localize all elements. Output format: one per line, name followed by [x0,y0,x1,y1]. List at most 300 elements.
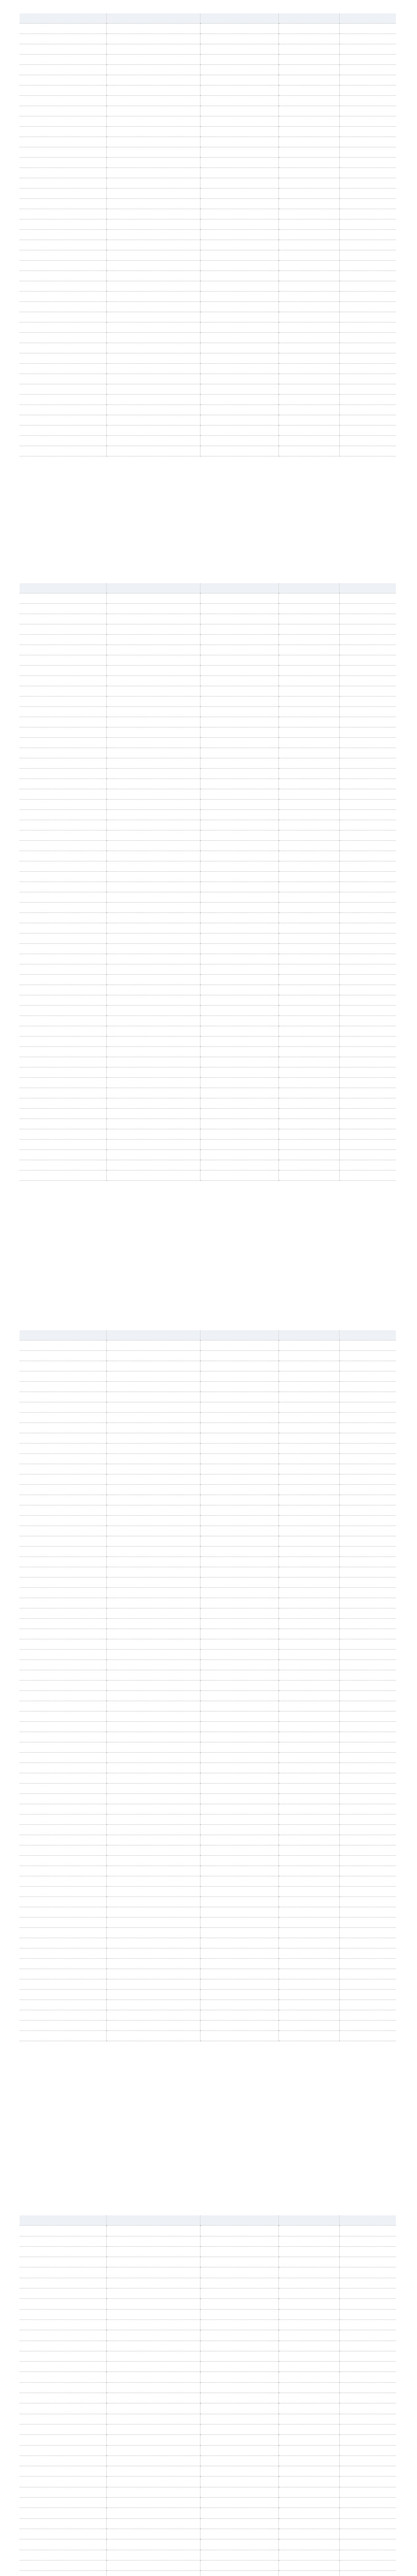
table-row [20,44,396,55]
table-row [20,1619,396,1629]
table-cell-model [20,189,106,199]
table-cell-origin [200,446,278,456]
table-cell-model [20,1918,106,1928]
table-cell-stock [339,614,396,624]
table-cell-model [20,2267,106,2278]
table-row [20,323,396,333]
table-cell-model [20,861,106,872]
table-cell-price [278,1547,339,1557]
table-row [20,1990,396,2000]
table-cell-model [20,1856,106,1866]
table-cell-price [278,758,339,769]
table-cell-price [278,34,339,44]
table-cell-model [20,261,106,271]
table-cell-model [20,645,106,655]
table-row [20,1454,396,1464]
table-cell-maker [106,1660,200,1670]
table-cell-model [20,1330,106,1341]
table-row [20,861,396,872]
table-cell-model [20,230,106,240]
table-cell-maker [106,2539,200,2550]
table-row [20,2498,396,2508]
table-cell-stock [339,1098,396,1109]
table-cell-price [278,1047,339,1057]
table-cell-model [20,738,106,748]
table-cell-stock [339,96,396,106]
table-cell-model [20,426,106,436]
table-cell-stock [339,727,396,738]
table-cell-price [278,436,339,446]
table-cell-origin [200,2351,278,2361]
table-row [20,137,396,147]
table-cell-maker [106,841,200,851]
table-cell-maker [106,96,200,106]
table-cell-origin [200,1016,278,1026]
table-cell-model [20,2508,106,2518]
table-row [20,147,396,158]
table-cell-maker [106,1361,200,1371]
table-cell-maker [106,645,200,655]
table-cell-origin [200,2435,278,2445]
table-cell-origin [200,2571,278,2576]
table-row [20,1845,396,1856]
table-cell-maker [106,415,200,426]
table-cell-price [278,364,339,374]
table-cell-model [20,1876,106,1887]
table-cell-price [278,1794,339,1804]
table-row [20,1444,396,1454]
table-row [20,2435,396,2445]
table-cell-price [278,1567,339,1578]
table-cell-origin [200,44,278,55]
table-cell-origin [200,985,278,995]
table-row [20,2550,396,2560]
table-cell-model [20,168,106,178]
table-cell-stock [339,841,396,851]
table-cell-maker [106,292,200,302]
table-cell-stock [339,415,396,426]
table-cell-price [278,1887,339,1897]
table-cell-price [278,1150,339,1160]
table-cell-origin [200,2372,278,2382]
table-cell-model [20,903,106,913]
table-cell-stock [339,2278,396,2288]
table-cell-model [20,2319,106,2330]
table-cell-maker [106,1433,200,1444]
table-cell-origin [200,769,278,779]
table-cell-stock [339,147,396,158]
table-cell-price [278,44,339,55]
table-row [20,1794,396,1804]
table-row [20,2226,396,2236]
table-cell-maker [106,2236,200,2246]
table-cell-model [20,831,106,841]
table-cell-maker [106,1160,200,1171]
table-cell-maker [106,1815,200,1825]
table-cell-maker [106,2477,200,2487]
table-cell-price [278,1171,339,1181]
table-cell-origin [200,1732,278,1742]
table-cell-stock [339,789,396,800]
table-cell-stock [339,302,396,312]
table-cell-origin [200,1351,278,1361]
table-cell-price [278,964,339,975]
table-cell-price [278,934,339,944]
table-cell-stock [339,1763,396,1773]
table-cell-price [278,2518,339,2529]
table-row [20,1918,396,1928]
table-cell-model [20,2539,106,2550]
table-cell-maker [106,1330,200,1341]
table-row [20,2330,396,2341]
table-cell-maker [106,1150,200,1160]
table-cell-price [278,944,339,954]
table-row [20,717,396,727]
table-cell-maker [106,1464,200,1475]
table-cell-model [20,116,106,127]
table-cell-model [20,2021,106,2031]
table-row [20,1897,396,1907]
table-cell-stock [339,995,396,1006]
table-cell-origin [200,1371,278,1382]
table-cell-model [20,178,106,189]
table-cell-model [20,219,106,230]
table-cell-price [278,261,339,271]
table-cell-price [278,923,339,934]
table-cell-price [278,323,339,333]
table-row [20,2529,396,2539]
table-cell-stock [339,2445,396,2455]
table-cell-maker [106,1588,200,1598]
table-cell-model [20,995,106,1006]
table-cell-model [20,872,106,882]
table-cell-origin [200,240,278,250]
table-cell-price [278,2508,339,2518]
table-cell-origin [200,2477,278,2487]
table-cell-model [20,1897,106,1907]
table-cell-model [20,1742,106,1753]
table-cell-price [278,395,339,405]
table-row [20,312,396,323]
table-cell-stock [339,250,396,261]
table-cell-price [278,1026,339,1037]
table-cell-origin [200,676,278,686]
table-row [20,954,396,964]
table-cell-price [278,635,339,645]
table-cell-maker [106,2226,200,2236]
table-cell-stock [339,2362,396,2372]
table-cell-stock [339,748,396,758]
table-cell-origin [200,1815,278,1825]
table-cell-origin [200,1464,278,1475]
table-cell-stock [339,800,396,810]
table-cell-model [20,666,106,676]
table-cell-origin [200,717,278,727]
table-cell-price [278,2257,339,2267]
table-row [20,1067,396,1078]
table-cell-maker [106,985,200,995]
table-cell-maker [106,178,200,189]
table-row [20,923,396,934]
table-cell-price [278,219,339,230]
table-cell-stock [339,2215,396,2226]
table-cell-stock [339,1526,396,1536]
table-cell-origin [200,1670,278,1681]
table-row [20,271,396,281]
table-row [20,1088,396,1098]
table-cell-model [20,1567,106,1578]
table-cell-stock [339,1516,396,1526]
table-cell-price [278,1608,339,1619]
table-cell-model [20,1098,106,1109]
table-cell-origin [200,250,278,261]
table-cell-model [20,2226,106,2236]
table-cell-maker [106,1732,200,1742]
table-cell-origin [200,1026,278,1037]
table-cell-maker [106,1413,200,1423]
table-cell-origin [200,800,278,810]
table-cell-maker [106,1928,200,1938]
table-cell-model [20,13,106,24]
table-cell-origin [200,2341,278,2351]
table-cell-stock [339,2000,396,2010]
table-cell-origin [200,364,278,374]
table-cell-maker [106,1876,200,1887]
table-row [20,1639,396,1650]
table-row [20,697,396,707]
table-cell-origin [200,1711,278,1722]
table-row [20,1351,396,1361]
table-row [20,1495,396,1505]
table-cell-maker [106,2466,200,2477]
table-cell-origin [200,995,278,1006]
table-cell-origin [200,1475,278,1485]
table-row [20,985,396,995]
table-cell-origin [200,2031,278,2041]
table-cell-model [20,1907,106,1918]
table-cell-model [20,2309,106,2319]
table-cell-stock [339,975,396,985]
table-row [20,281,396,292]
table-cell-stock [339,1536,396,1547]
table-cell-stock [339,1547,396,1557]
table-cell-stock [339,583,396,594]
table-row [20,1763,396,1773]
table-cell-model [20,758,106,769]
table-cell-maker [106,1078,200,1088]
table-cell-price [278,717,339,727]
table-cell-maker [106,1990,200,2000]
table-cell-price [278,2351,339,2361]
table-cell-price [278,892,339,903]
table-cell-stock [339,717,396,727]
table-cell-origin [200,913,278,923]
table-cell-origin [200,1660,278,1670]
table-cell-price [278,1536,339,1547]
table-row [20,831,396,841]
table-cell-maker [106,106,200,116]
table-cell-stock [339,861,396,872]
table-cell-price [278,655,339,666]
table-cell-model [20,2000,106,2010]
table-cell-origin [200,1341,278,1351]
table-row [20,727,396,738]
table-cell-stock [339,1701,396,1711]
table-row [20,2257,396,2267]
table-cell-price [278,614,339,624]
table-cell-maker [106,1969,200,1979]
table-row [20,1681,396,1691]
table-cell-model [20,1444,106,1454]
table-row [20,841,396,851]
table-cell-price [278,2414,339,2424]
table-cell-stock [339,75,396,86]
table-cell-maker [106,2487,200,2497]
table-row [20,1588,396,1598]
table-cell-stock [339,1371,396,1382]
table-cell-model [20,2498,106,2508]
table-cell-stock [339,2309,396,2319]
table-cell-model [20,676,106,686]
table-cell-stock [339,1026,396,1037]
table-cell-origin [200,903,278,913]
table-cell-stock [339,707,396,717]
table-cell-model [20,769,106,779]
table-row [20,2362,396,2372]
table-cell-maker [106,2278,200,2288]
table-cell-stock [339,127,396,137]
table-row [20,2351,396,2361]
table-row [20,594,396,604]
table-cell-price [278,2498,339,2508]
table-cell-stock [339,624,396,635]
table-cell-maker [106,1557,200,1567]
table-row [20,1485,396,1495]
table-cell-model [20,1732,106,1742]
table-cell-maker [106,1047,200,1057]
table-cell-origin [200,1897,278,1907]
table-cell-maker [106,1016,200,1026]
table-cell-model [20,2362,106,2372]
table-cell-model [20,2403,106,2414]
table-cell-price [278,2226,339,2236]
table-cell-stock [339,1732,396,1742]
table-cell-price [278,1588,339,1598]
table-cell-price [278,1578,339,1588]
table-row [20,2518,396,2529]
table-cell-origin [200,2299,278,2309]
table-cell-model [20,779,106,789]
table-cell-maker [106,384,200,395]
table-cell-origin [200,106,278,116]
table-cell-maker [106,944,200,954]
table-cell-price [278,1505,339,1516]
table-row [20,2539,396,2550]
table-cell-maker [106,727,200,738]
table-row [20,426,396,436]
table-cell-model [20,271,106,281]
table-cell-model [20,1608,106,1619]
table-cell-maker [106,364,200,374]
table-row [20,1701,396,1711]
table-row [20,292,396,302]
table-cell-price [278,127,339,137]
table-cell-stock [339,1856,396,1866]
table-cell-model [20,2236,106,2246]
table-row [20,1691,396,1701]
table-row [20,2010,396,2021]
table-cell-model [20,1495,106,1505]
table-cell-origin [200,1526,278,1536]
table-cell-price [278,604,339,614]
table-cell-price [278,1979,339,1990]
table-cell-model [20,1057,106,1067]
table-cell-origin [200,831,278,841]
table-cell-model [20,44,106,55]
table-cell-stock [339,954,396,964]
table-cell-price [278,1413,339,1423]
table-row [20,436,396,446]
table-cell-price [278,2031,339,2041]
table-row [20,199,396,209]
table-cell-origin [200,779,278,789]
table-cell-origin [200,2215,278,2226]
table-cell-model [20,199,106,209]
table-cell-origin [200,374,278,384]
table-cell-price [278,1897,339,1907]
table-cell-maker [106,1371,200,1382]
table-cell-price [278,686,339,697]
table-cell-price [278,594,339,604]
table-cell-price [278,1660,339,1670]
table-cell-price [278,1464,339,1475]
table-cell-price [278,748,339,758]
table-cell-price [278,1763,339,1773]
table-cell-stock [339,1608,396,1619]
table-cell-maker [106,1475,200,1485]
table-cell-stock [339,1959,396,1969]
table-cell-maker [106,2529,200,2539]
table-cell-stock [339,446,396,456]
table-cell-stock [339,1037,396,1047]
table-cell-stock [339,2299,396,2309]
table-cell-model [20,96,106,106]
table-cell-price [278,2236,339,2246]
table-row [20,1722,396,1732]
table-cell-price [278,820,339,831]
table-cell-origin [200,199,278,209]
table-cell-maker [106,1691,200,1701]
table-cell-maker [106,1495,200,1505]
table-cell-stock [339,13,396,24]
table-cell-maker [106,1119,200,1129]
table-row [20,1598,396,1608]
table-cell-model [20,384,106,395]
table-cell-origin [200,395,278,405]
table-cell-maker [106,1037,200,1047]
table-cell-price [278,1444,339,1454]
table-header-row [20,13,396,24]
table-cell-maker [106,810,200,820]
table-cell-model [20,446,106,456]
table-cell-price [278,2278,339,2288]
table-cell-price [278,1670,339,1681]
table-cell-maker [106,1171,200,1181]
table-cell-maker [106,1485,200,1495]
table-cell-stock [339,2267,396,2278]
table-cell-origin [200,892,278,903]
table-cell-model [20,250,106,261]
